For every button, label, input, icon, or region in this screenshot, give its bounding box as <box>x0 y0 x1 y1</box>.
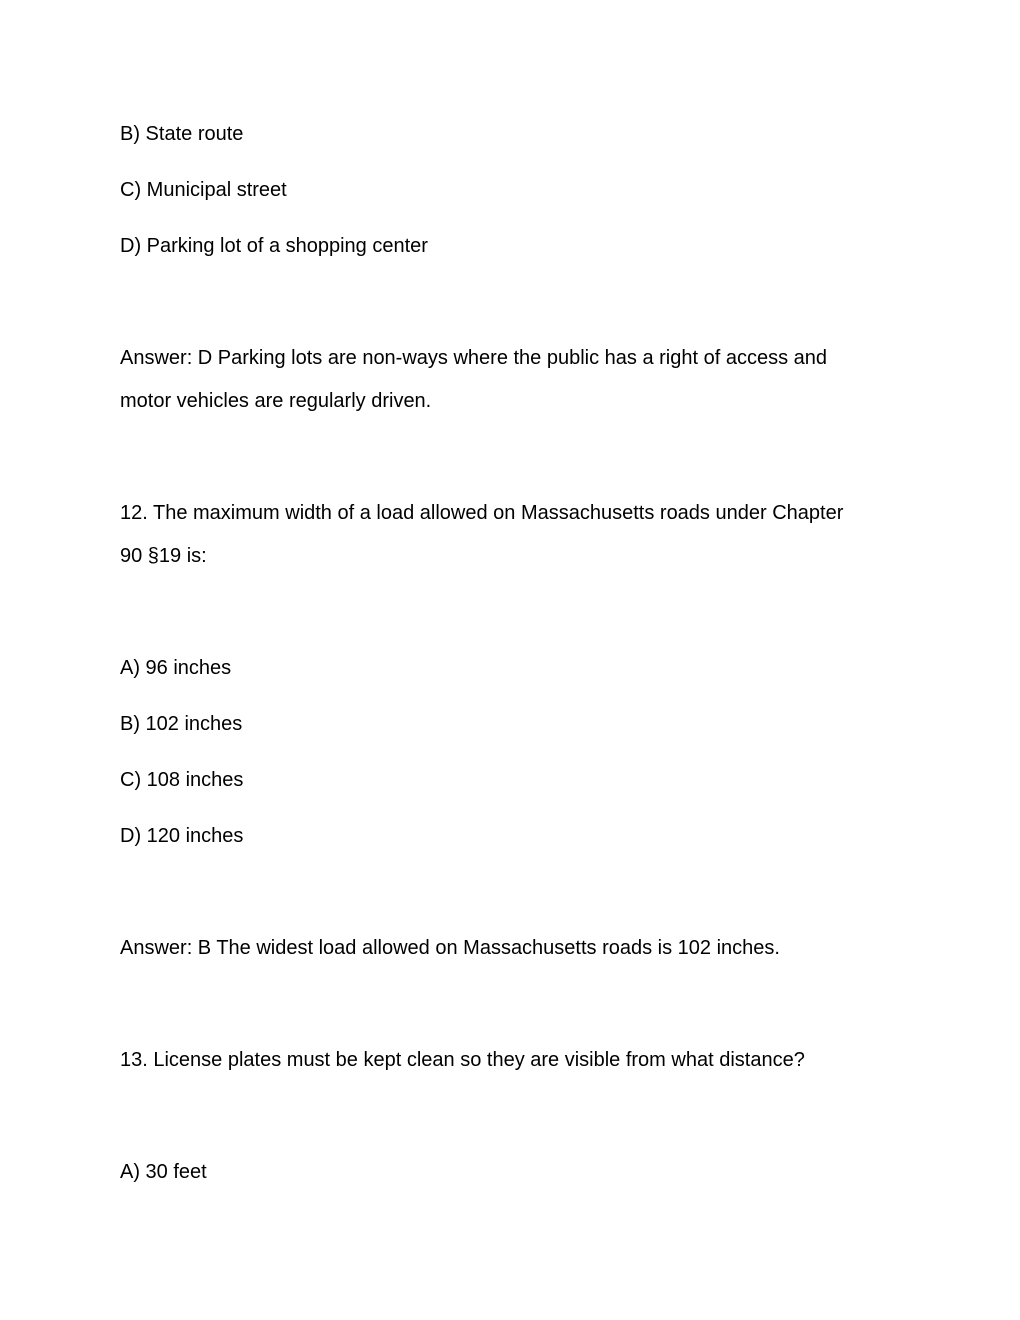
q12-option-a: A) 96 inches <box>120 657 232 679</box>
q12-option-d: D) 120 inches <box>120 825 244 847</box>
question-13: 13. License plates must be kept clean so they are visible from what distance? <box>120 1049 805 1071</box>
answer-text-line-2: motor vehicles are regularly driven. <box>120 390 432 412</box>
q12-option-c: C) 108 inches <box>120 769 244 791</box>
q13-option-a: A) 30 feet <box>120 1161 207 1183</box>
q12-option-b: B) 102 inches <box>120 713 243 735</box>
option-c-municipal-street: C) Municipal street <box>120 179 287 201</box>
question-12-line-1: 12. The maximum width of a load allowed on Massachusetts roads under Chapter <box>120 502 844 524</box>
option-d-parking-lot: D) Parking lot of a shopping center <box>120 235 428 257</box>
question-12-line-2: 90 §19 is: <box>120 545 207 567</box>
answer-text-line-1: Answer: D Parking lots are non-ways where the public has a right of access and <box>120 347 828 369</box>
option-b-state-route: B) State route <box>120 123 244 145</box>
q12-answer: Answer: B The widest load allowed on Massachusetts roads is 102 inches. <box>120 937 780 959</box>
